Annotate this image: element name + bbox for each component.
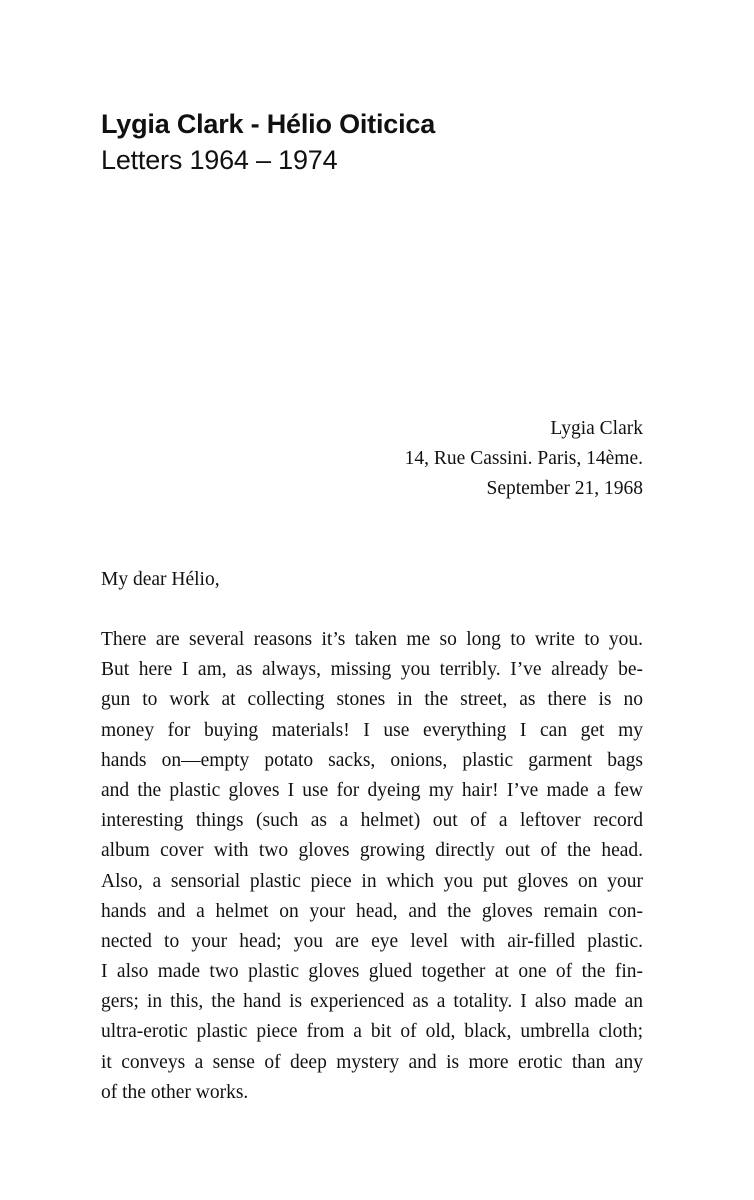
book-title: Lygia Clark - Hélio Oiticica <box>101 109 436 139</box>
letter-line: and the plastic gloves I use for dyeing my hair! I’ve made a few <box>101 779 643 801</box>
letter-line: it conveys a sense of deep mystery and is more erotic than any <box>101 1051 643 1073</box>
letter-line: money for buying materials! I use everything I can get my <box>101 719 643 741</box>
letter-date: September 21, 1968 <box>486 478 643 499</box>
letter-line: album cover with two gloves growing directly out of the head. <box>101 840 643 862</box>
letter-line: But here I am, as always, missing you terribly. I’ve already be- <box>101 659 643 681</box>
letter-line: of the other works. <box>101 1081 249 1103</box>
letter-line: I also made two plastic gloves glued together at one of the fin- <box>101 961 643 983</box>
sender-address-block <box>283 414 643 504</box>
letter-line: ultra-erotic plastic piece from a bit of old, black, umbrella cloth; <box>101 1021 643 1043</box>
book-subtitle: Letters 1964 – 1974 <box>101 145 338 175</box>
letter-line: gun to work at collecting stones in the street, as there is no <box>101 689 643 711</box>
letter-line: gers; in this, the hand is experienced as a totality. I also made an <box>101 991 643 1013</box>
letter-line: hands and a helmet on your head, and the gloves remain con- <box>101 900 643 922</box>
page-header <box>101 106 661 178</box>
letter-line: nected to your head; you are eye level with air-filled plastic. <box>101 930 643 952</box>
sender-street: 14, Rue Cassini. Paris, 14ème. <box>404 448 643 469</box>
letter-line: interesting things (such as a helmet) out of a leftover record <box>101 810 643 832</box>
letter-body <box>101 625 643 1108</box>
letter-salutation: My dear Hélio, <box>101 569 220 590</box>
sender-name: Lygia Clark <box>550 418 643 439</box>
letter-line: hands on—empty potato sacks, onions, plastic garment bags <box>101 749 643 771</box>
letter-line: There are several reasons it’s taken me so long to write to you. <box>101 629 643 650</box>
letter-line: Also, a sensorial plastic piece in which you put gloves on your <box>101 870 643 892</box>
